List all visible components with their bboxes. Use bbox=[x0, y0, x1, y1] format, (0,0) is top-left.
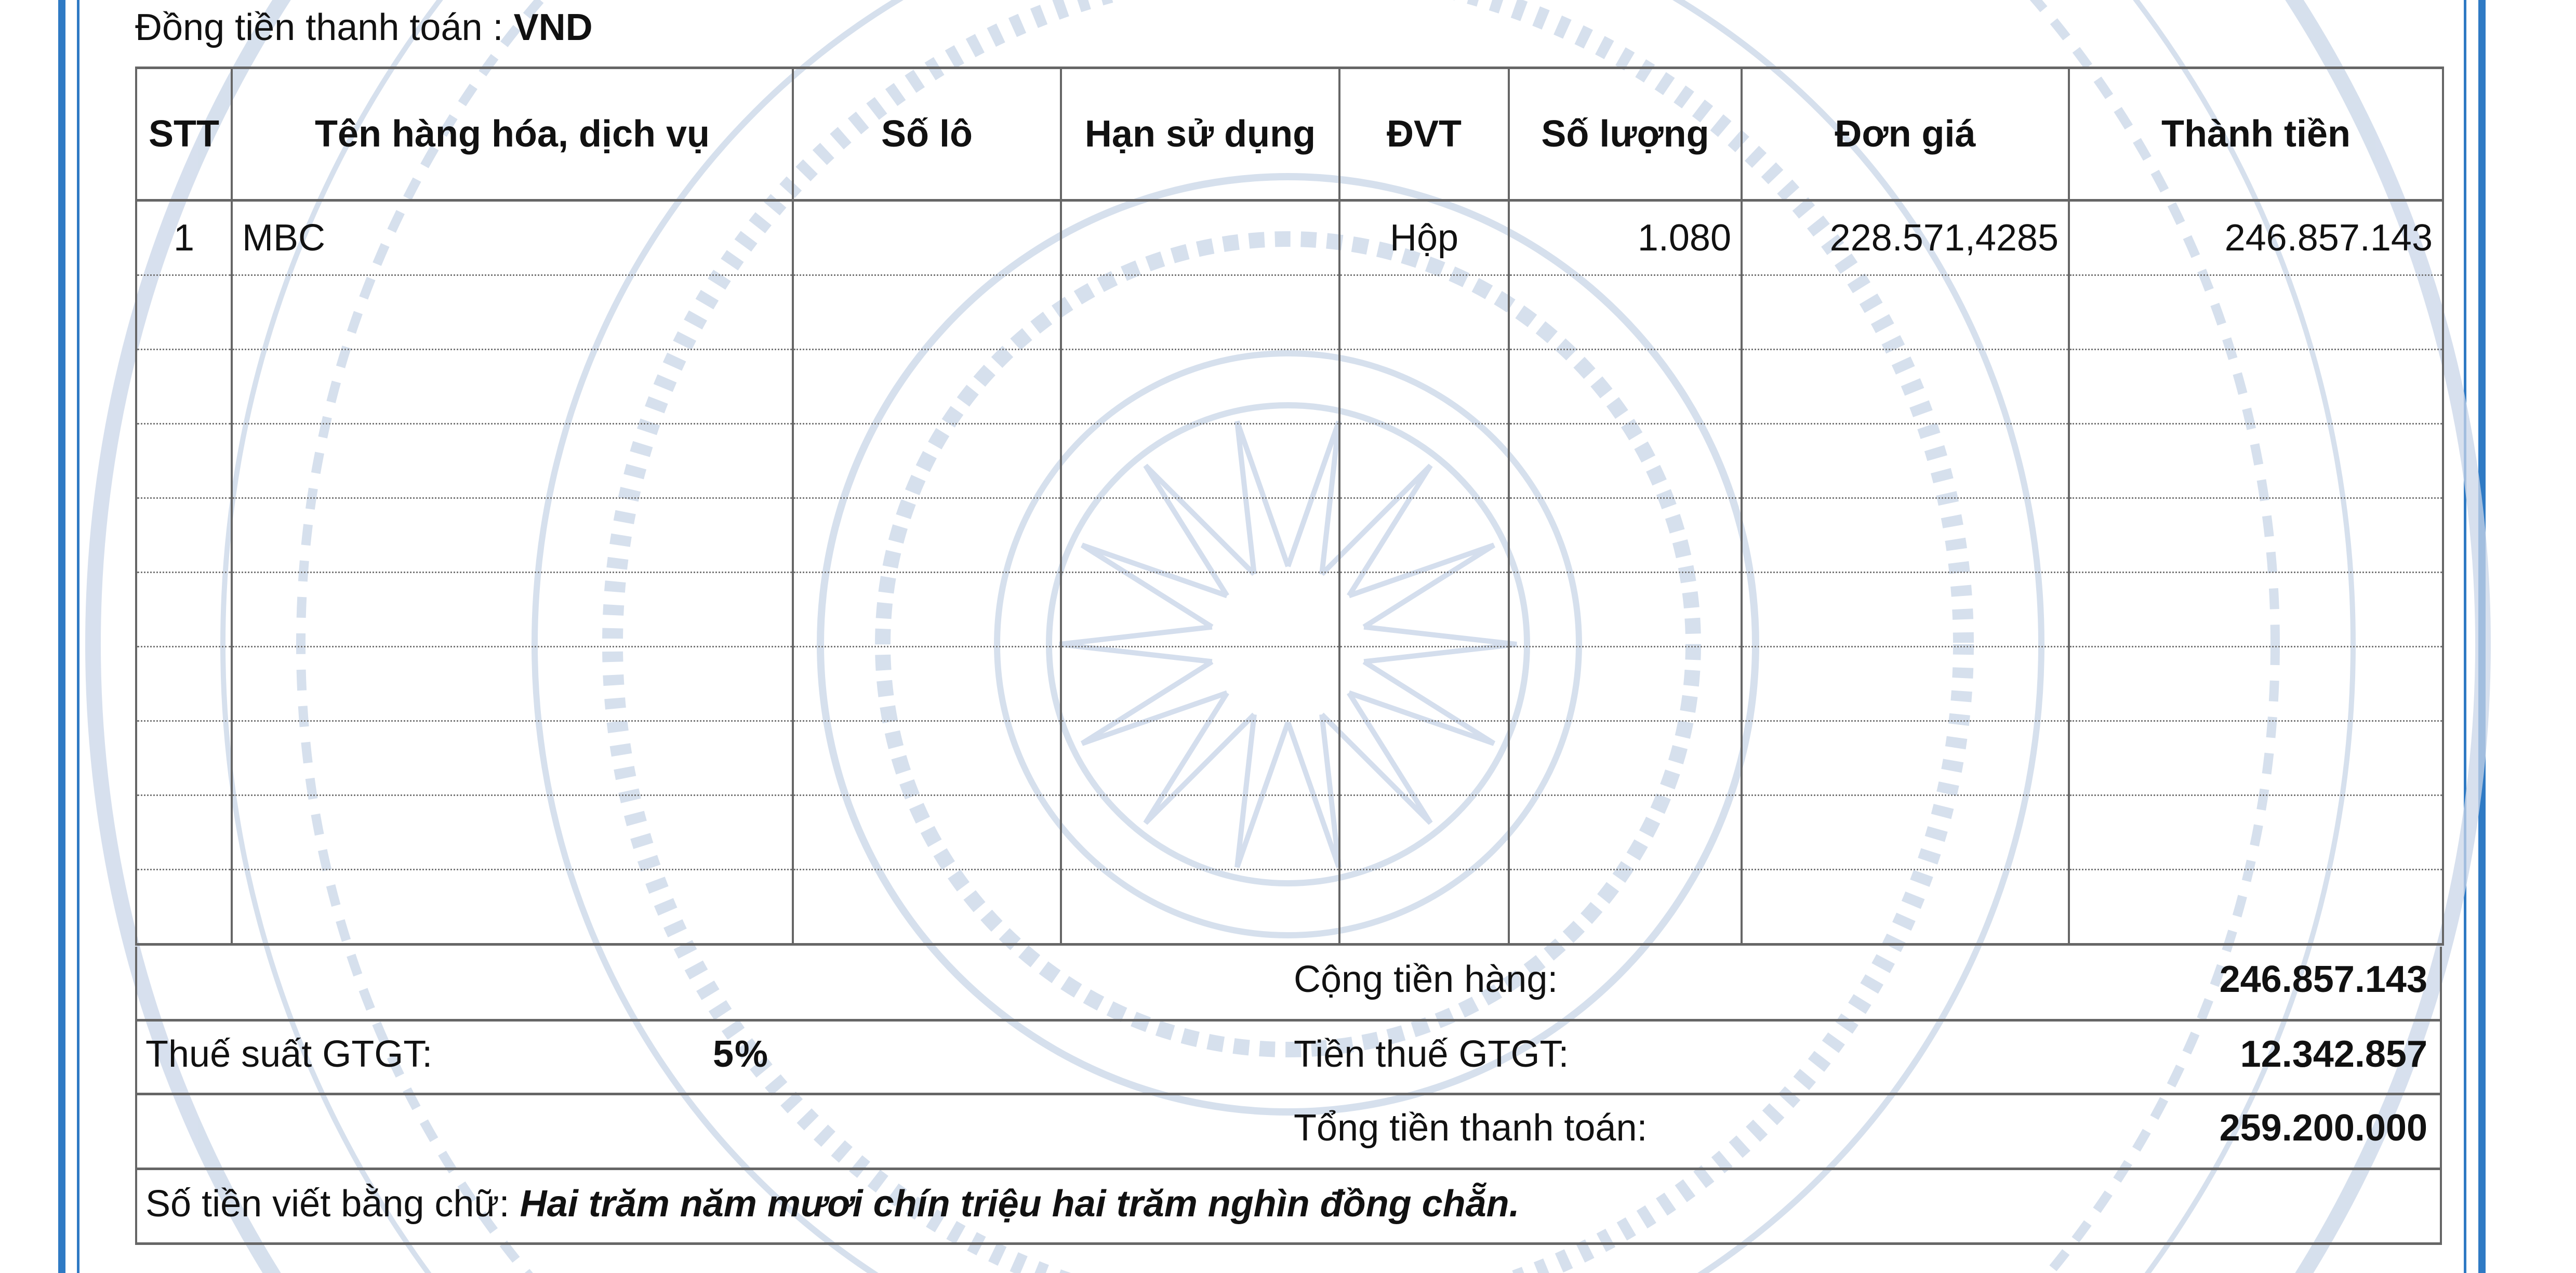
words-value: Hai trăm năm mươi chín triệu hai trăm nghìn đồng chẵn. bbox=[520, 1183, 1520, 1225]
vat-rate-value: 5% bbox=[713, 1033, 769, 1075]
cell-amount: 246.857.143 bbox=[2069, 201, 2443, 275]
table-row-empty bbox=[136, 795, 2443, 870]
words-label: Số tiền viết bằng chữ: bbox=[145, 1183, 510, 1225]
table-row-empty bbox=[136, 573, 2443, 647]
currency-value: VND bbox=[513, 7, 593, 48]
cell-name: MBC bbox=[232, 201, 793, 275]
cell-price: 228.571,4285 bbox=[1742, 201, 2069, 275]
subtotal-row bbox=[135, 947, 2442, 1022]
table-row bbox=[136, 201, 2443, 275]
table-row-empty bbox=[136, 424, 2443, 498]
table-row-empty bbox=[136, 350, 2443, 424]
page-border-right-inner bbox=[2464, 0, 2466, 1273]
cell-stt: 1 bbox=[136, 201, 232, 275]
vat-amount-label: Tiền thuế GTGT: bbox=[1294, 1033, 1569, 1075]
cell-unit: Hộp bbox=[1339, 201, 1509, 275]
page-border-left-inner bbox=[77, 0, 79, 1273]
subtotal-label: Cộng tiền hàng: bbox=[1294, 959, 1558, 1000]
amount-in-words-row bbox=[135, 1170, 2442, 1245]
cell-lot bbox=[793, 201, 1061, 275]
header-unit: ĐVT bbox=[1339, 68, 1509, 201]
table-row-empty bbox=[136, 721, 2443, 795]
header-expiry: Hạn sử dụng bbox=[1061, 68, 1339, 201]
table-row-empty bbox=[136, 498, 2443, 573]
header-stt: STT bbox=[136, 68, 232, 201]
table-row-empty bbox=[136, 275, 2443, 350]
header-price: Đơn giá bbox=[1742, 68, 2069, 201]
vat-amount-value: 12.342.857 bbox=[2240, 1033, 2427, 1075]
total-value: 259.200.000 bbox=[2219, 1107, 2427, 1149]
amount-in-words bbox=[145, 1183, 1520, 1225]
total-row bbox=[135, 1095, 2442, 1170]
header-qty: Số lượng bbox=[1509, 68, 1742, 201]
page-border-right bbox=[2478, 0, 2486, 1273]
vat-row bbox=[135, 1022, 2442, 1095]
header-lot: Số lô bbox=[793, 68, 1061, 201]
currency-line bbox=[135, 4, 593, 51]
table-header-row bbox=[136, 68, 2443, 201]
cell-expiry bbox=[1061, 201, 1339, 275]
total-label: Tổng tiền thanh toán: bbox=[1294, 1107, 1648, 1149]
invoice-section bbox=[135, 0, 2442, 1273]
cell-qty: 1.080 bbox=[1509, 201, 1742, 275]
subtotal-value: 246.857.143 bbox=[2219, 959, 2427, 1000]
vat-rate-label: Thuế suất GTGT: bbox=[145, 1033, 433, 1075]
table-row-empty bbox=[136, 647, 2443, 721]
header-amount: Thành tiền bbox=[2069, 68, 2443, 201]
items-table bbox=[135, 67, 2444, 946]
table-row-empty bbox=[136, 870, 2443, 945]
header-name: Tên hàng hóa, dịch vụ bbox=[232, 68, 793, 201]
page-border-left bbox=[58, 0, 65, 1273]
currency-label: Đồng tiền thanh toán : bbox=[135, 7, 503, 48]
